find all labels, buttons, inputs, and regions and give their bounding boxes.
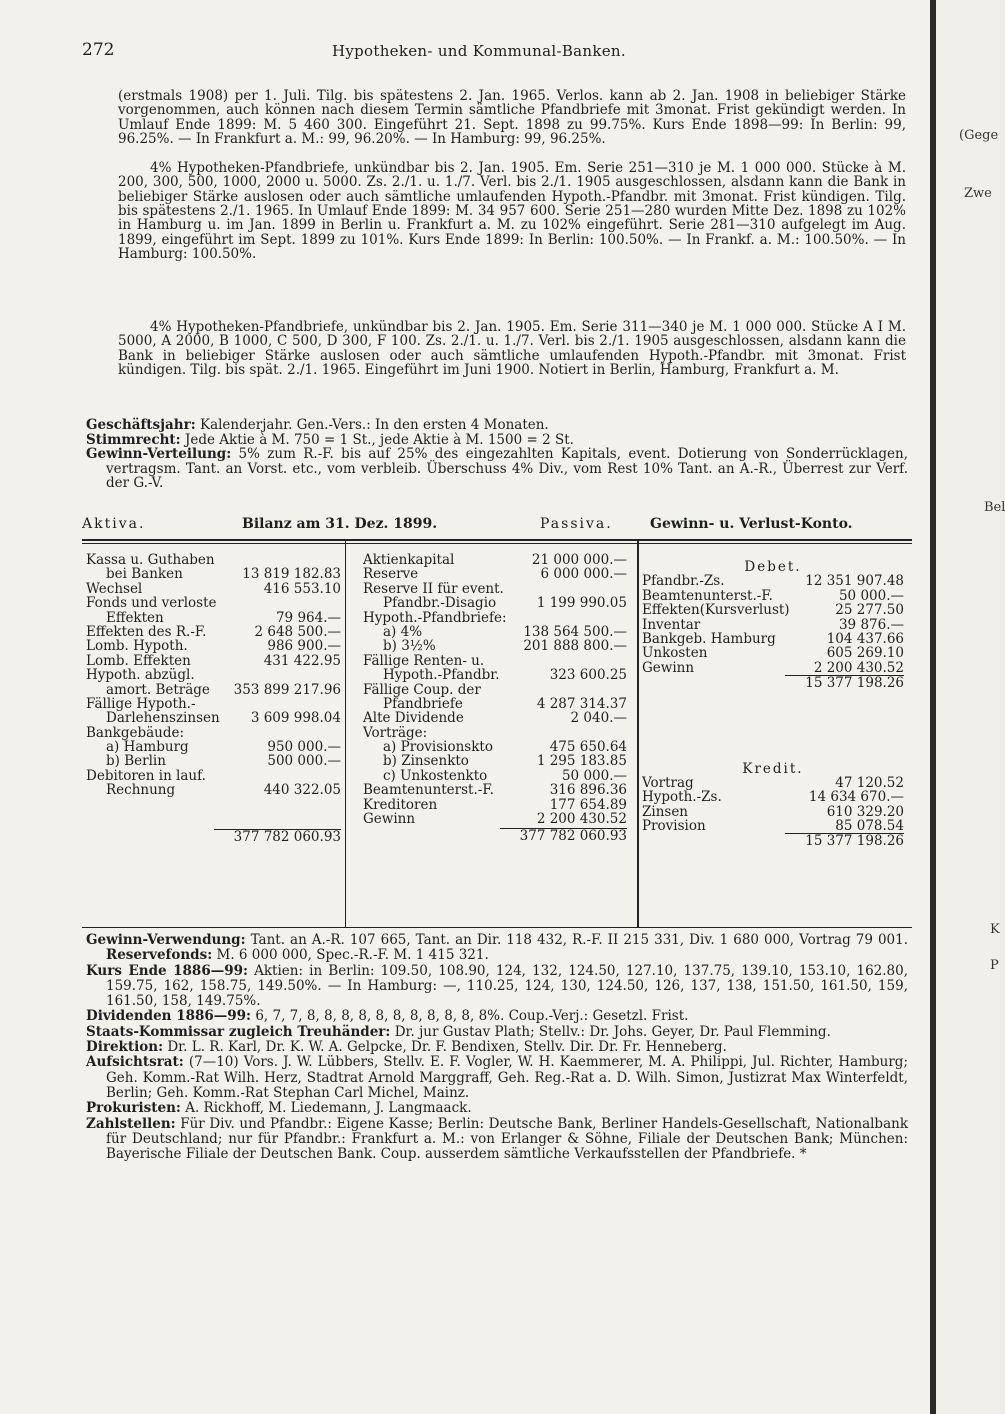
aktiva-row bbox=[86, 553, 341, 567]
page-header bbox=[82, 40, 912, 60]
info-block bbox=[86, 418, 908, 491]
kredit-title: Kredit. bbox=[742, 760, 804, 777]
paragraph-pfandbriefe-2: 4% Hypotheken-Pfandbriefe, unkündbar bis 2. Jan. 1905. Em. Serie 251—310 je M. 1 000 000. Stücke à M. 200, 300, 500, 1000, 2000 u. 5000. Zs. 2./1. u. 1./7. Verl. bis 2./1. 1905 ausgeschlossen, alsdann kann die Bank in beliebiger Stärke auslosen oder auch sämtliche umlaufenden Hypoth.-Pfandbr. mit 3monat. Frist kündigen. Tilg. bis spätestens 2./1. 1965. In Umlauf Ende 1899: M. 34 957 600. Serie 251—280 wurden Mitte Dez. 1898 zu 102% in Hamburg u. im Jan. 1899 in Berlin u. Frankfurt a. M. zu 102% eingeführt. Serie 281—310 aufgelegt im Aug. 1899, eingeführt im Sept. 1899 zu 101%. Kurs Ende 1899: In Berlin: 100.50%. — In Frankf. a. M.: 100.50%. — In Hamburg: 100.50%. bbox=[118, 160, 906, 263]
passiva-row bbox=[363, 654, 627, 668]
passiva-row-value: 138 564 500.— bbox=[523, 623, 627, 640]
aktiva-row bbox=[86, 740, 341, 754]
passiva-row-value: 177 654.89 bbox=[549, 796, 627, 813]
prokuristen: Prokuristen: A. Rickhoff, M. Liedemann, J. Langmaack. bbox=[86, 1100, 472, 1117]
aktiva-row-label: Effekten des R.-F. bbox=[86, 623, 207, 640]
info-stimmrecht: Stimmrecht: Jede Aktie à M. 750 = 1 St., jede Aktie à M. 1500 = 2 St. bbox=[86, 431, 574, 448]
aktiva-row-value: 440 322.05 bbox=[263, 782, 341, 799]
passiva-row-label: Fällige Renten- u. bbox=[363, 652, 485, 669]
kredit-row-value: 610 329.20 bbox=[826, 803, 904, 820]
debet-row-label: Gewinn bbox=[642, 659, 695, 676]
debet-row-value: 104 437.66 bbox=[826, 630, 904, 647]
passiva-total: 377 782 060.93 bbox=[500, 828, 627, 843]
margin-fragment: K bbox=[990, 922, 1000, 937]
aktiva-row-label: bei Banken bbox=[106, 566, 183, 583]
aktiva-row bbox=[86, 611, 341, 625]
table-bottom-rule bbox=[82, 927, 912, 928]
gv-title: Gewinn- u. Verlust-Konto. bbox=[650, 516, 853, 532]
aktiva-row bbox=[86, 783, 341, 797]
gv-column bbox=[642, 560, 904, 848]
debet-row-label: Effekten(Kursverlust) bbox=[642, 602, 790, 619]
debet-row bbox=[642, 618, 904, 632]
kurs-ende: Kurs Ende 1886—99: Aktien: in Berlin: 109.50, 108.90, 124, 132, 124.50, 127.10, 137.75, 139.10, 153.10, 162.80, 159.75, 162, 158.75, 149.50%. — In Hamburg: —, 110.25, 124, 130, 124.50, 126, 137, 138, 151.50, 161.50, 159, 161.50, 158, 149.75%. bbox=[86, 962, 909, 1010]
aktiva-row bbox=[86, 625, 341, 639]
passiva-row-value: 21 000 000.— bbox=[531, 552, 627, 568]
debet-row bbox=[642, 589, 904, 603]
passiva-row bbox=[363, 726, 627, 740]
passiva-row bbox=[363, 769, 627, 783]
staats-kommissar: Staats-Kommissar zugleich Treuhänder: Dr. jur Gustav Plath; Stellv.: Dr. Johs. Geyer, Dr. Paul Flemming. bbox=[86, 1023, 831, 1040]
gewinn-verwendung: Gewinn-Verwendung: Tant. an A.-R. 107 665, Tant. an Dir. 118 432, R.-F. II 215 331, Div. 1 680 000, Vortrag 79 001. Reservefonds: M. 6 000 000, Spec.-R.-F. M. 1 415 321. bbox=[86, 932, 908, 964]
table-top-rule bbox=[82, 543, 912, 544]
aktiva-row bbox=[86, 582, 341, 596]
passiva-row-value: 1 295 183.85 bbox=[536, 753, 627, 770]
passiva-label: Passiva. bbox=[540, 516, 613, 532]
aktiva-row-label: Fällige Hypoth.- bbox=[86, 695, 196, 712]
passiva-row-label: Pfandbr.-Disagio bbox=[383, 595, 497, 612]
passiva-row-label: Reserve II für event. bbox=[363, 580, 504, 597]
kredit-row bbox=[642, 776, 904, 790]
aktiva-row-label: Effekten bbox=[106, 609, 164, 626]
debet-row-label: Beamtenunterst.-F. bbox=[642, 587, 773, 604]
passiva-row bbox=[363, 553, 627, 567]
passiva-row-value: 50 000.— bbox=[561, 767, 627, 784]
debet-row-label: Unkosten bbox=[642, 645, 708, 662]
passiva-row-label: Pfandbriefe bbox=[383, 695, 463, 712]
margin-fragment: Bel bbox=[984, 500, 1005, 515]
aktiva-row-value: 416 553.10 bbox=[263, 580, 341, 597]
passiva-row bbox=[363, 639, 627, 653]
passiva-row bbox=[363, 611, 627, 625]
passiva-row bbox=[363, 711, 627, 725]
passiva-row-label: b) Zinsenkto bbox=[383, 753, 469, 770]
aktiva-row-label: Fonds und verloste bbox=[86, 595, 217, 612]
aktiva-row-label: Hypoth. abzügl. bbox=[86, 667, 195, 684]
debet-row bbox=[642, 632, 904, 646]
passiva-row-value: 201 888 800.— bbox=[523, 638, 627, 655]
adjacent-page-strip bbox=[936, 0, 1005, 1414]
passiva-row-label: b) 3½% bbox=[383, 638, 436, 655]
paragraph-pfandbriefe-1: (erstmals 1908) per 1. Juli. Tilg. bis spätestens 2. Jan. 1965. Verlos. kann ab 2. Jan. 1908 in beliebiger Stärke vorgenommen, auch können nach diesem Termin sämtliche Pfandbriefe mit 3monat. Frist gekündigt werden. In Umlauf Ende 1899: M. 5 460 300. Eingeführt 21. Sept. 1898 zu 99.75%. Kurs Ende 1898—99: In Berlin: 99, 96.25%. — In Frankfurt a. M.: 99, 96.20%. — In Hamburg: 99, 96.25%. bbox=[118, 88, 906, 148]
passiva-column bbox=[363, 553, 627, 843]
aktiva-row-label: Rechnung bbox=[106, 782, 176, 799]
aktiva-row-label: b) Berlin bbox=[106, 753, 166, 770]
debet-row-value: 39 876.— bbox=[838, 616, 904, 633]
debet-row-label: Bankgeb. Hamburg bbox=[642, 630, 776, 647]
aktiva-row bbox=[86, 697, 341, 711]
passiva-row bbox=[363, 697, 627, 711]
aktiva-row bbox=[86, 754, 341, 768]
passiva-row-label: Hypoth.-Pfandbr. bbox=[383, 667, 500, 684]
aktiva-row-value: 79 964.— bbox=[275, 609, 341, 626]
debet-row bbox=[642, 574, 904, 588]
debet-row-label: Pfandbr.-Zs. bbox=[642, 573, 725, 590]
passiva-row bbox=[363, 798, 627, 812]
passiva-row-label: Kreditoren bbox=[363, 796, 438, 813]
debet-total: 15 377 198.26 bbox=[785, 675, 904, 690]
balance-title: Bilanz am 31. Dez. 1899. bbox=[242, 516, 438, 532]
passiva-row bbox=[363, 596, 627, 610]
kredit-row-label: Provision bbox=[642, 818, 706, 835]
aktiva-row bbox=[86, 596, 341, 610]
debet-row-value: 2 200 430.52 bbox=[813, 659, 904, 676]
kredit-row bbox=[642, 819, 904, 833]
aktiva-row-label: Kassa u. Guthaben bbox=[86, 552, 215, 568]
aktiva-row-value: 500 000.— bbox=[267, 753, 341, 770]
debet-row bbox=[642, 646, 904, 660]
info-geschaeftsjahr: Geschäftsjahr: Kalenderjahr. Gen.-Vers.: In den ersten 4 Monaten. bbox=[86, 417, 549, 433]
passiva-row bbox=[363, 754, 627, 768]
kredit-row-label: Zinsen bbox=[642, 803, 689, 820]
passiva-row bbox=[363, 783, 627, 797]
passiva-row-value: 323 600.25 bbox=[549, 667, 627, 684]
kredit-row-value: 47 120.52 bbox=[835, 774, 904, 791]
aktiva-row-label: Bankgebäude: bbox=[86, 724, 185, 741]
passiva-row bbox=[363, 812, 627, 826]
aufsichtsrat: Aufsichtsrat: (7—10) Vors. J. W. Lübbers, Stellv. E. F. Vogler, W. H. Kaemmerer, M. A. Philippi, Jul. Richter, Hamburg; Geh. Komm.-Rat Wilh. Herz, Stadtrat Arnold Marggraff, Geh. Reg.-Rat a. D. Wilh. Simon, Justizrat Max Winterfeldt, Berlin; Geh. Komm.-Rat Stephan Carl Michel, Mainz. bbox=[86, 1054, 908, 1101]
passiva-row bbox=[363, 625, 627, 639]
aktiva-row-label: a) Hamburg bbox=[106, 739, 189, 756]
debet-row-value: 25 277.50 bbox=[835, 602, 904, 619]
running-title: Hypotheken- und Kommunal-Banken. bbox=[332, 42, 626, 60]
passiva-row-value: 1 199 990.05 bbox=[536, 595, 627, 612]
aktiva-row bbox=[86, 668, 341, 682]
passiva-row-label: a) Provisionskto bbox=[383, 739, 493, 756]
passiva-row-label: Fällige Coup. der bbox=[363, 681, 481, 698]
aktiva-column bbox=[86, 553, 341, 843]
debet-title: Debet. bbox=[744, 559, 802, 575]
info-gewinn-verteilung: Gewinn-Verteilung: 5% zum R.-F. bis auf 25% des eingezahlten Kapitals, event. Dotierung von Sonderrücklagen, vertragsm. Tant. an Vorst. etc., vom verbleib. Überschuss 4% Div., vom Rest 10% Tant. an A.-R., Überrest zur Verf. der G.-V. bbox=[86, 446, 909, 492]
page-number: 272 bbox=[82, 40, 115, 60]
lower-block bbox=[86, 933, 908, 1162]
column-divider bbox=[345, 539, 346, 927]
zahlstellen: Zahlstellen: Für Div. und Pfandbr.: Eigene Kasse; Berlin: Deutsche Bank, Berliner Handels-Gesellschaft, Nationalbank für Deutschland; nur für Pfandbr.: Frankfurt a. M.: von Erlanger & Söhne, Filiale der Deutschen Bank; München: Bayerische Filiale der Deutschen Bank. Coup. ausserdem sämtliche Verkaufsstellen der Pfandbriefe. * bbox=[86, 1115, 908, 1163]
passiva-row bbox=[363, 683, 627, 697]
aktiva-row bbox=[86, 639, 341, 653]
aktiva-row-label: Darlehenszinsen bbox=[106, 710, 220, 727]
aktiva-row-value: 2 648 500.— bbox=[254, 623, 341, 640]
passiva-row-value: 475 650.64 bbox=[549, 739, 627, 756]
aktiva-row-label: Lomb. Effekten bbox=[86, 652, 191, 669]
kredit-row bbox=[642, 805, 904, 819]
passiva-row-label: c) Unkostenkto bbox=[383, 767, 488, 784]
aktiva-row bbox=[86, 769, 341, 783]
passiva-row bbox=[363, 582, 627, 596]
passiva-row-label: Beamtenunterst.-F. bbox=[363, 782, 494, 799]
debet-row bbox=[642, 603, 904, 617]
passiva-row-label: Alte Dividende bbox=[363, 710, 464, 727]
aktiva-row-label: Debitoren in lauf. bbox=[86, 767, 206, 784]
debet-row-value: 50 000.— bbox=[838, 587, 904, 604]
aktiva-row bbox=[86, 654, 341, 668]
passiva-row-label: Vorträge: bbox=[363, 724, 428, 741]
table-top-rule bbox=[82, 539, 912, 541]
kredit-row-label: Hypoth.-Zs. bbox=[642, 789, 722, 806]
direktion: Direktion: Dr. L. R. Karl, Dr. K. W. A. Gelpcke, Dr. F. Bendixen, Stellv. Dir. Dr. Fr. Henneberg. bbox=[86, 1039, 727, 1056]
debet-row-value: 605 269.10 bbox=[826, 645, 904, 662]
aktiva-row bbox=[86, 711, 341, 725]
passiva-row-value: 2 040.— bbox=[570, 710, 627, 727]
passiva-row-label: Hypoth.-Pfandbriefe: bbox=[363, 609, 507, 626]
aktiva-total: 377 782 060.93 bbox=[214, 829, 341, 844]
kredit-row bbox=[642, 790, 904, 804]
passiva-row-label: a) 4% bbox=[383, 623, 423, 640]
passiva-row-label: Aktienkapital bbox=[363, 552, 455, 568]
aktiva-row-label: Wechsel bbox=[86, 580, 143, 597]
aktiva-row bbox=[86, 683, 341, 697]
passiva-row-value: 2 200 430.52 bbox=[536, 811, 627, 828]
paragraph-pfandbriefe-3: 4% Hypotheken-Pfandbriefe, unkündbar bis 2. Jan. 1905. Em. Serie 311—340 je M. 1 000 000. Stücke A I M. 5000, A 2000, B 1000, C 500, D 300, F 100. Zs. 2./1. u. 1./7. Verl. bis 2./1. 1905 ausgeschlossen, alsdann kann die Bank in beliebiger Stärke auslosen oder auch sämtliche umlaufenden Hypoth.-Pfandbr. mit 3monat. Frist kündigen. Tilg. bis spät. 2./1. 1965. Eingeführt im Juni 1900. Notiert in Berlin, Hamburg, Frankfurt a. M. bbox=[118, 319, 906, 379]
dividenden: Dividenden 1886—99: 6, 7, 7, 8, 8, 8, 8, 8, 8, 8, 8, 8, 8, 8%. Coup.-Verj.: Gesetzl. Frist. bbox=[86, 1008, 689, 1025]
aktiva-label: Aktiva. bbox=[82, 516, 146, 532]
passiva-row-label: Reserve bbox=[363, 566, 419, 583]
aktiva-row bbox=[86, 726, 341, 740]
debet-row-value: 12 351 907.48 bbox=[805, 573, 904, 590]
passiva-row bbox=[363, 740, 627, 754]
margin-fragment: Zwe bbox=[964, 186, 992, 201]
passiva-row-label: Gewinn bbox=[363, 811, 416, 828]
kredit-row-value: 14 634 670.— bbox=[808, 789, 904, 806]
aktiva-row-value: 950 000.— bbox=[267, 739, 341, 756]
aktiva-row-value: 13 819 182.83 bbox=[242, 566, 341, 583]
aktiva-row-value: 3 609 998.04 bbox=[250, 710, 341, 727]
kredit-total: 15 377 198.26 bbox=[785, 833, 904, 848]
passiva-row bbox=[363, 668, 627, 682]
debet-row bbox=[642, 661, 904, 675]
aktiva-row-value: 986 900.— bbox=[267, 638, 341, 655]
aktiva-row-value: 431 422.95 bbox=[263, 652, 341, 669]
column-divider bbox=[637, 539, 639, 927]
kredit-row-label: Vortrag bbox=[642, 774, 694, 791]
debet-row-label: Inventar bbox=[642, 616, 701, 633]
aktiva-row-label: amort. Beträge bbox=[106, 681, 210, 698]
passiva-row-value: 6 000 000.— bbox=[540, 566, 627, 583]
aktiva-row-label: Lomb. Hypoth. bbox=[86, 638, 188, 655]
aktiva-row-value: 353 899 217.96 bbox=[233, 681, 341, 698]
balance-header bbox=[82, 516, 912, 540]
margin-fragment: P bbox=[990, 958, 999, 973]
aktiva-row bbox=[86, 567, 341, 581]
passiva-row-value: 4 287 314.37 bbox=[536, 695, 627, 712]
passiva-row-value: 316 896.36 bbox=[549, 782, 627, 799]
kredit-row-value: 85 078.54 bbox=[835, 818, 904, 835]
passiva-row bbox=[363, 567, 627, 581]
margin-fragment: (Gege bbox=[959, 128, 999, 143]
